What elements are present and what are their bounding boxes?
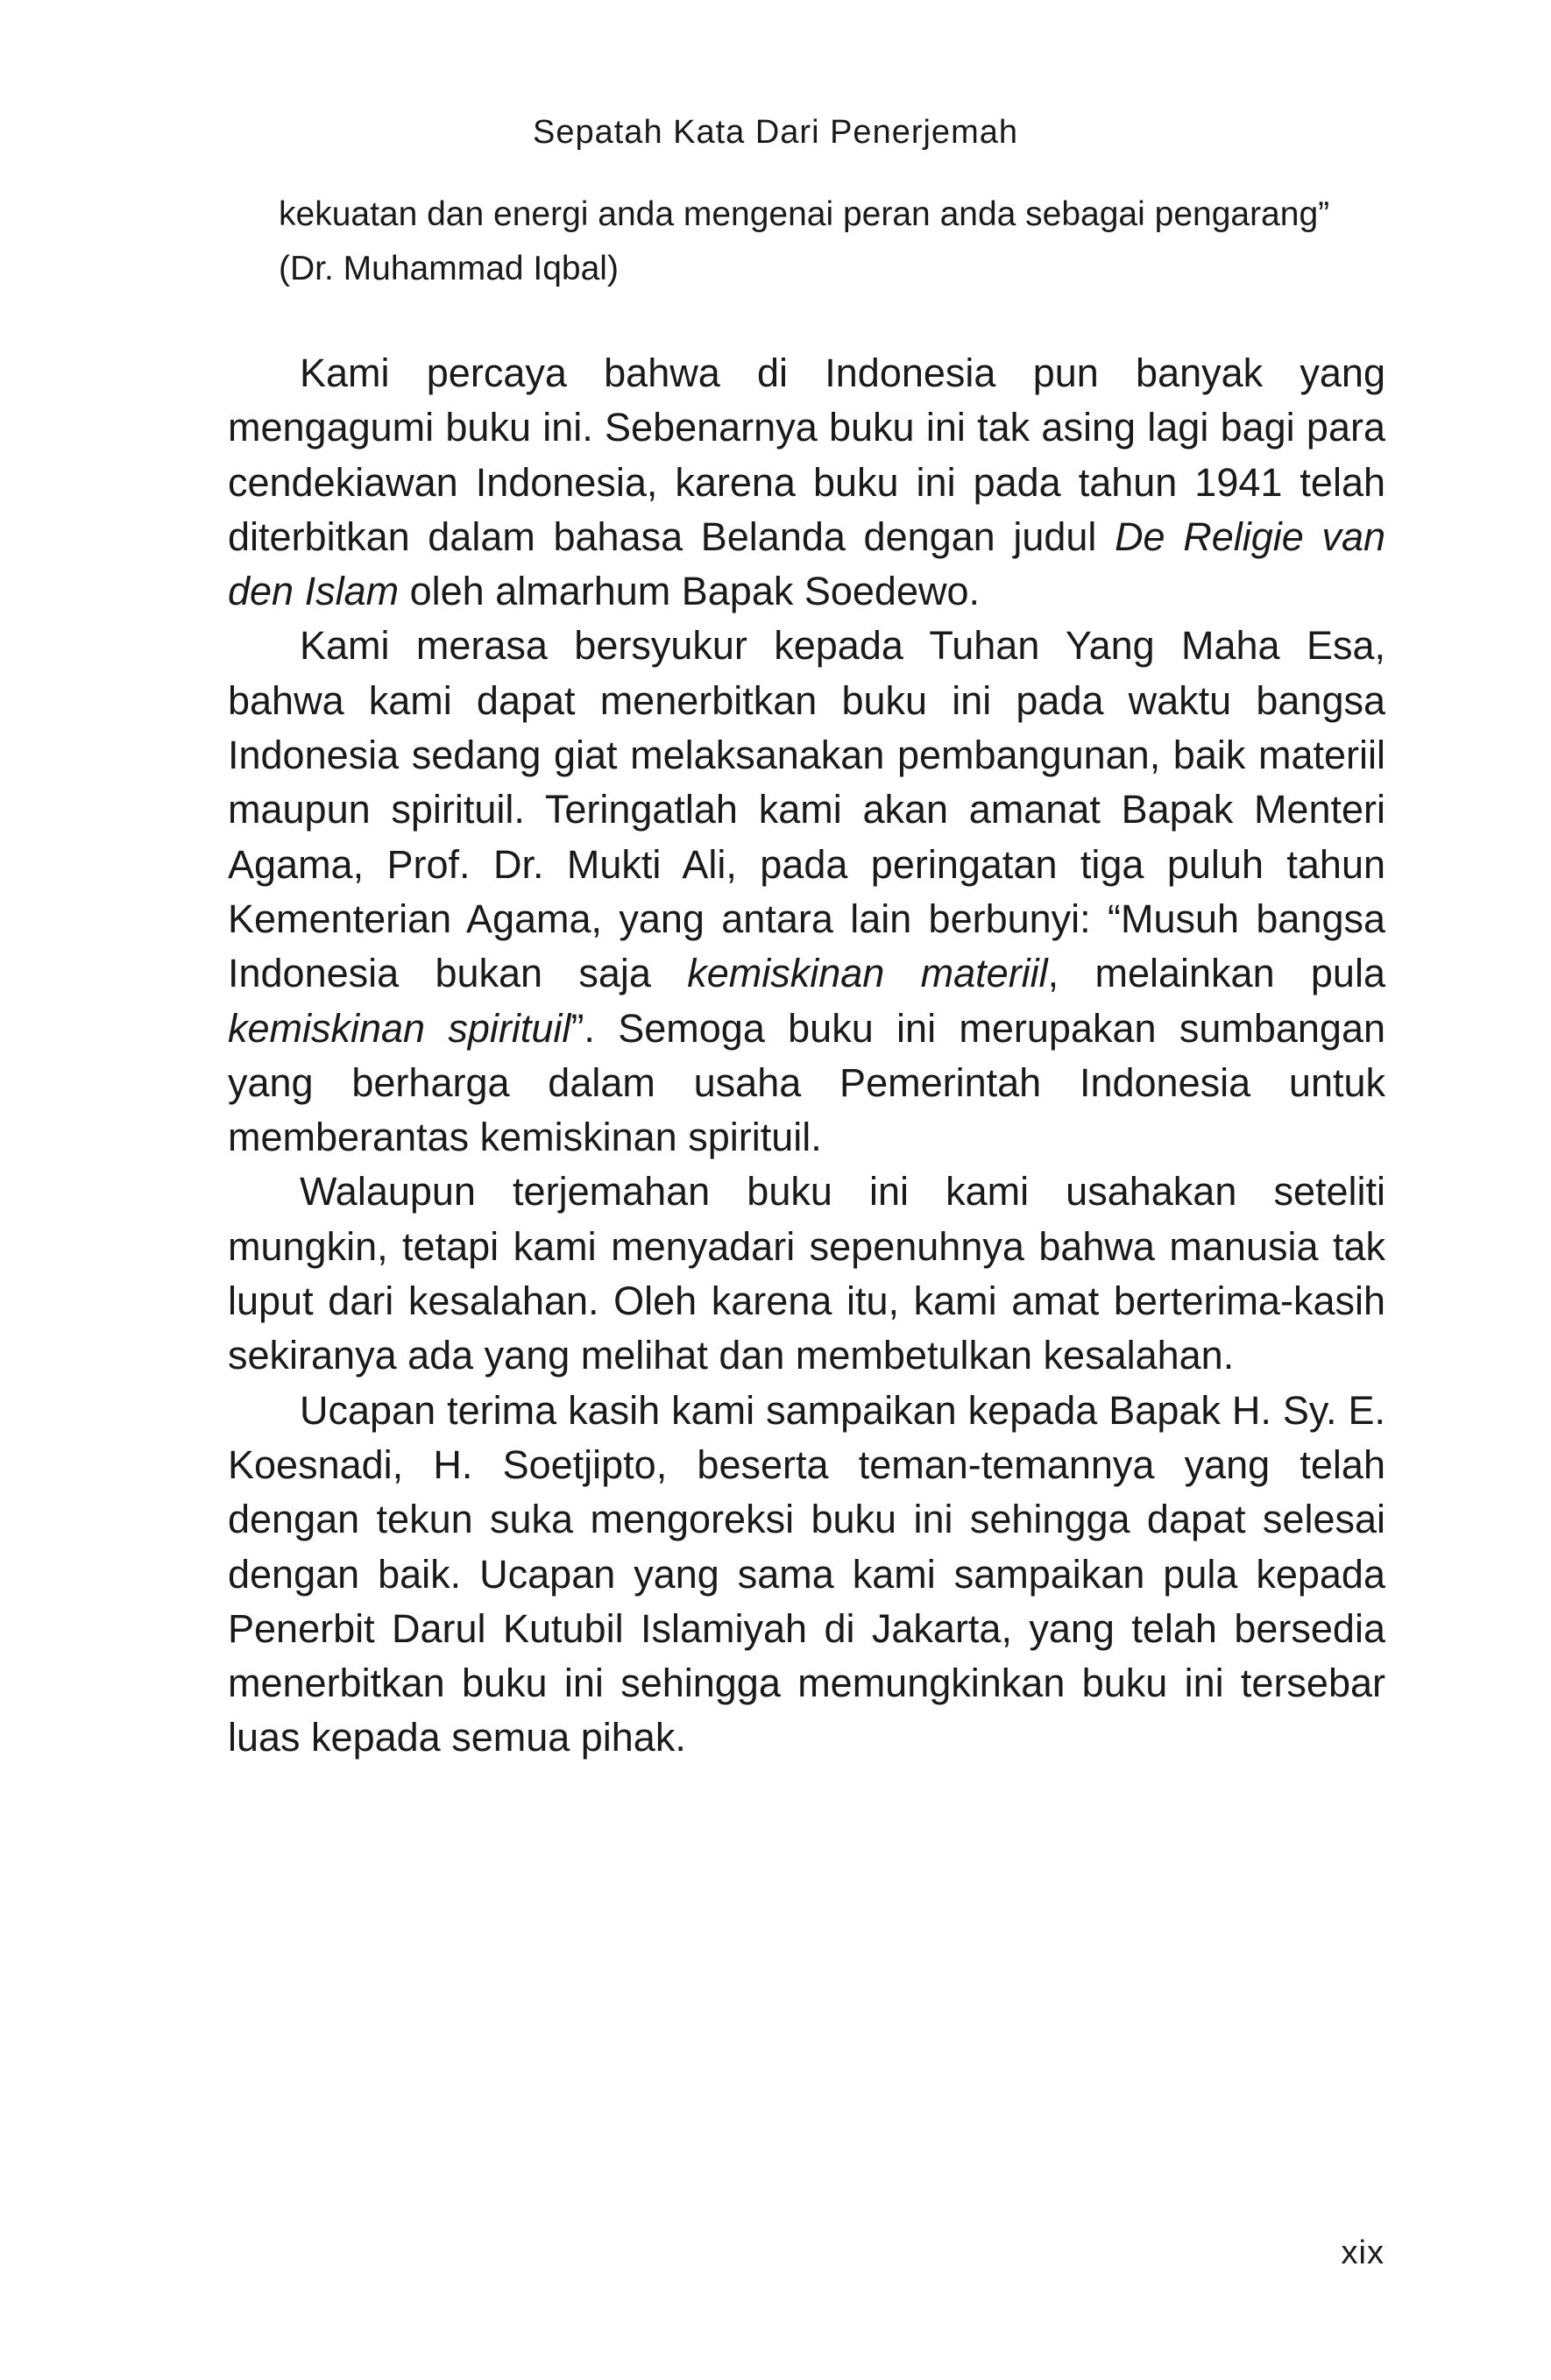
paragraph-1-text-a: Kami percaya bahwa di Indonesia pun banyak yang mengagumi buku ini. Sebenarnya buku ini tak asing lagi bagi para cendekiawan Indonesia, karena buku ini pada tahun 1941 telah diterbitkan dalam bahasa Belanda dengan judul xyxy=(228,351,1385,559)
italic-phrase-1: kemiskinan materiil xyxy=(687,951,1048,996)
running-header: Sepatah Kata Dari Penerjemah xyxy=(533,114,1018,151)
paragraph-2-text-b: , melainkan pula xyxy=(1047,951,1385,996)
paragraph-1-text-b: oleh almarhum Bapak Soedewo. xyxy=(399,569,981,614)
page-number: xix xyxy=(1341,2235,1385,2271)
italic-phrase-2: kemiskinan spirituil xyxy=(228,1005,571,1051)
quote-text: kekuatan dan energi anda mengenai peran anda sebagai pengarang” (Dr. Muhammad Iqbal) xyxy=(279,195,1330,287)
paragraph-2-text-c: ”. Semoga buku ini merupakan sumbangan yang berharga dalam usaha Pemerintah Indonesia untuk memberantas kemiskinan spirituil. xyxy=(228,1005,1386,1160)
body-text xyxy=(228,346,1385,1766)
paragraph-2-text-a: Kami merasa bersyukur kepada Tuhan Yang Maha Esa, bahwa kami dapat menerbitkan buku ini pada waktu bangsa Indonesia sedang giat melaksanakan pembangunan, baik materiil maupun spirituil. Teringatlah kami akan amanat Bapak Menteri Agama, Prof. Dr. Mukti Ali, pada peringatan tiga puluh tahun Kementerian Agama, yang antara lain berbunyi: “Musuh bangsa Indonesia bukan saja xyxy=(228,623,1385,996)
book-title-italic: De Religie van den Islam xyxy=(228,514,1385,614)
paragraph-3: Walaupun terjemahan buku ini kami usahakan seteliti mungkin, tetapi kami menyadari sepenuhnya bahwa manusia tak luput dari kesalahan. Oleh karena itu, kami amat berterima-kasih sekiranya ada yang melihat dan membetulkan kesalahan. xyxy=(228,1169,1385,1378)
paragraph-2 xyxy=(228,619,1385,1165)
paragraph-4: Ucapan terima kasih kami sampaikan kepada Bapak H. Sy. E. Koesnadi, H. Soetjipto, beserta teman-temannya yang telah dengan tekun suka mengoreksi buku ini sehingga dapat selesai dengan baik. Ucapan yang sama kami sampaikan pula kepada Penerbit Darul Kutubil Islamiyah di Jakarta, yang telah bersedia menerbitkan buku ini sehingga memungkinkan buku ini tersebar luas kepada semua pihak. xyxy=(228,1387,1385,1760)
quote-continuation xyxy=(279,188,1330,296)
paragraph-1 xyxy=(228,346,1385,619)
